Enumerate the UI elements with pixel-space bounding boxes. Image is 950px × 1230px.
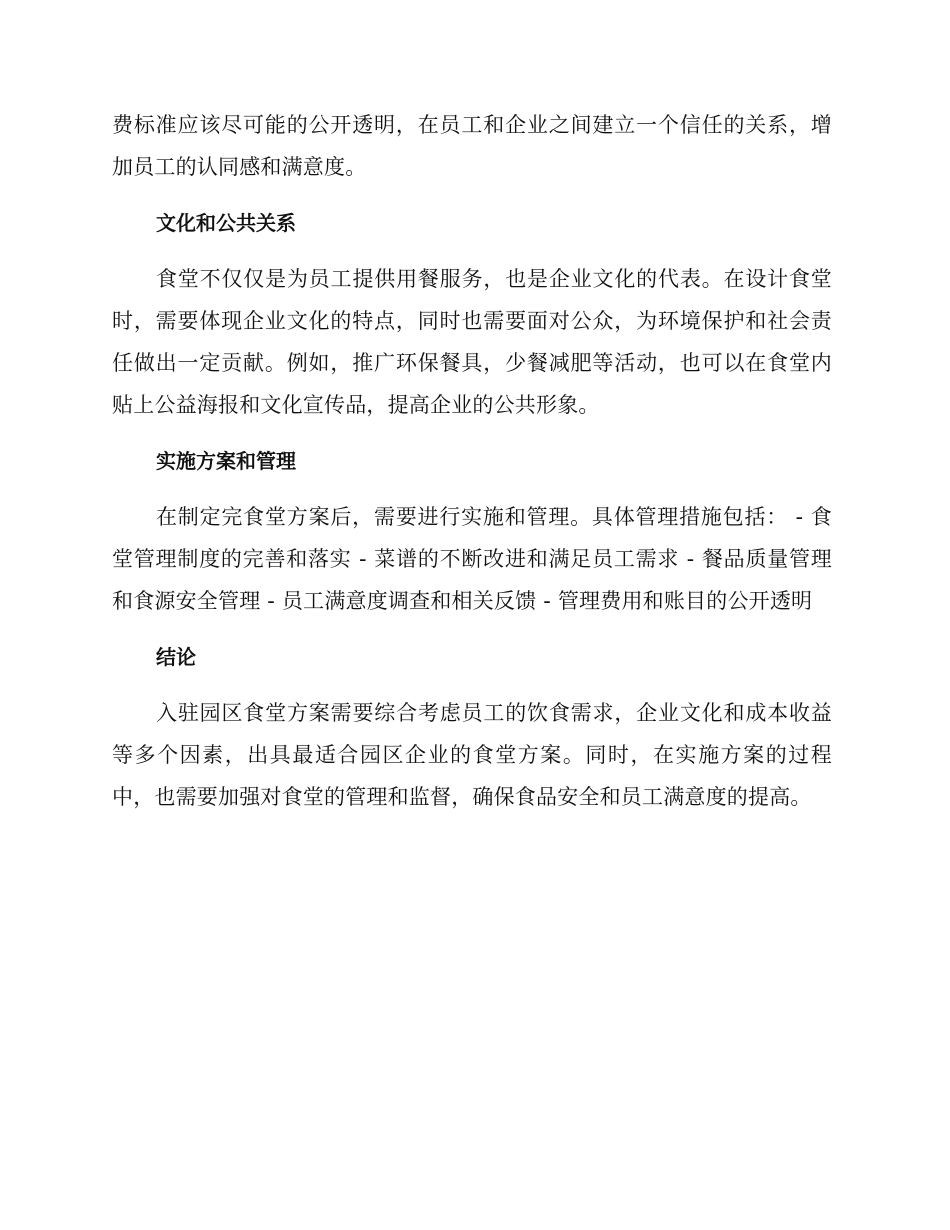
paragraph-implementation: 在制定完食堂方案后，需要进行实施和管理。具体管理措施包括： - 食堂管理制度的完善和落实 - 菜谱的不断改进和满足员工需求 - 餐品质量管理和食源安全管理 - 员工满意度调查和相关反馈 - 管理费用和账目的公开透明 bbox=[112, 505, 832, 613]
section-heading-conclusion: 结论 bbox=[156, 645, 196, 669]
document-content bbox=[112, 104, 832, 818]
section-heading-implementation: 实施方案和管理 bbox=[156, 449, 296, 473]
paragraph-continuation: 费标准应该尽可能的公开透明，在员工和企业之间建立一个信任的关系，增加员工的认同感和满意度。 bbox=[112, 113, 832, 179]
section-heading-culture: 文化和公共关系 bbox=[156, 211, 296, 235]
paragraph-culture: 食堂不仅仅是为员工提供用餐服务，也是企业文化的代表。在设计食堂时，需要体现企业文化的特点，同时也需要面对公众，为环境保护和社会责任做出一定贡献。例如，推广环保餐具，少餐减肥等活动，也可以在食堂内贴上公益海报和文化宣传品，提高企业的公共形象。 bbox=[112, 267, 832, 417]
paragraph-conclusion: 入驻园区食堂方案需要综合考虑员工的饮食需求，企业文化和成本收益等多个因素，出具最适合园区企业的食堂方案。同时，在实施方案的过程中，也需要加强对食堂的管理和监督，确保食品安全和员工满意度的提高。 bbox=[112, 701, 832, 809]
